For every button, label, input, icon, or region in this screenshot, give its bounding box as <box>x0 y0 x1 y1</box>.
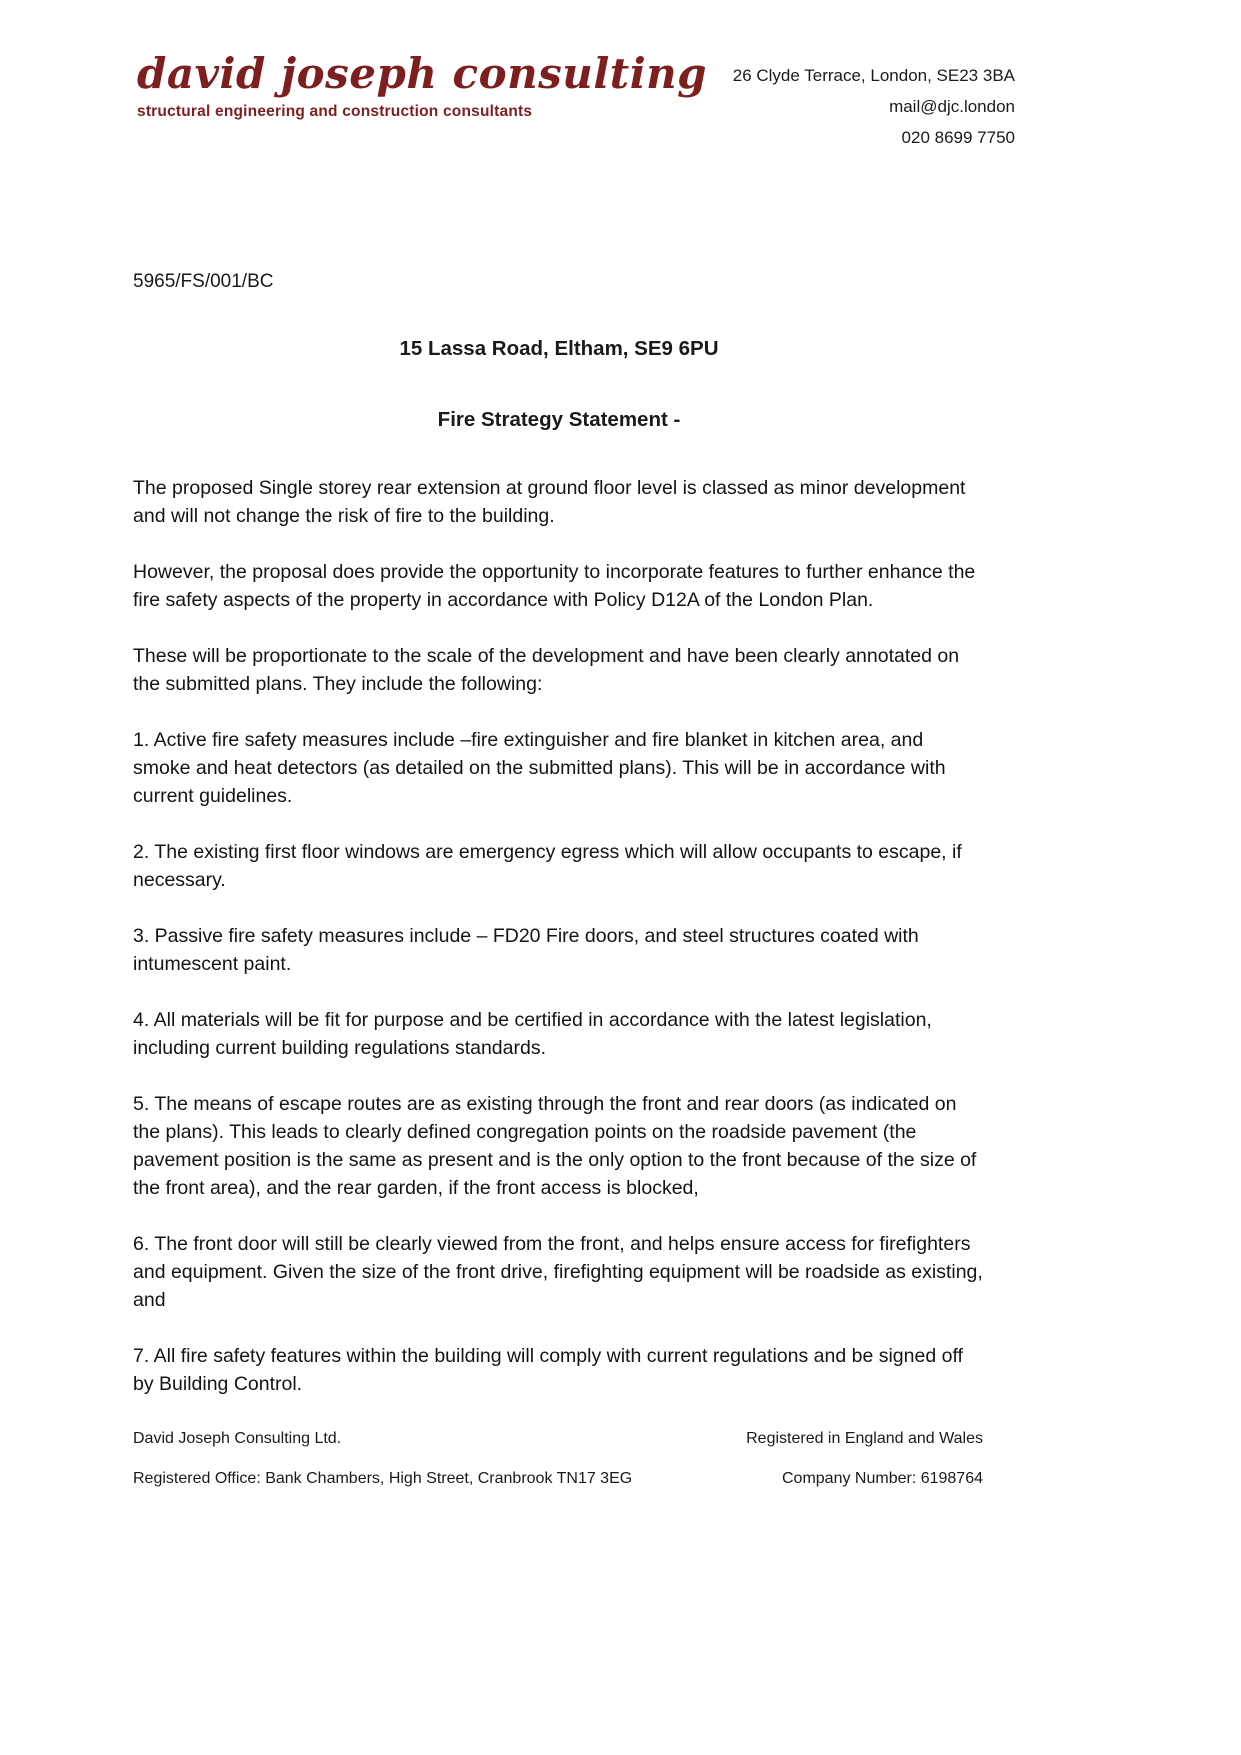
statement-paragraph: 7. All fire safety features within the building will comply with current regulations and be signed off by Building Control. <box>133 1345 963 1395</box>
document-title: 15 Lassa Road, Eltham, SE9 6PU <box>399 337 719 360</box>
footer-company-number: Company Number: 6198764 <box>781 1470 983 1487</box>
footer-registered-office: Registered Office: Bank Chambers, High Street, Cranbrook TN17 3EG <box>133 1470 633 1487</box>
statement-paragraph: However, the proposal does provide the opportunity to incorporate features to further enhance the fire safety aspects of the property in accordance with Policy D12A of the London Plan. <box>133 561 976 611</box>
statement-paragraph: 1. Active fire safety measures include –fire extinguisher and fire blanket in kitchen area, and smoke and heat detectors (as detailed on the submitted plans). This will be in accordance with current guidelines. <box>133 729 946 807</box>
statement-paragraph: The proposed Single storey rear extension at ground floor level is classed as minor development and will not change the risk of fire to the building. <box>133 477 966 527</box>
page-footer <box>133 1430 983 1510</box>
company-logo <box>137 49 708 121</box>
logo-wordmark: david joseph consulting <box>137 49 708 98</box>
footer-row-2 <box>133 1470 983 1488</box>
statement-paragraph: These will be proportionate to the scale of the development and have been clearly annotated on the submitted plans. They include the following: <box>133 645 960 695</box>
contact-phone: 020 8699 7750 <box>901 128 1015 147</box>
letterhead <box>0 0 1241 153</box>
statement-paragraph: 4. All materials will be fit for purpose and be certified in accordance with the latest legislation, including current building regulations standards. <box>133 1009 932 1059</box>
footer-registered-in: Registered in England and Wales <box>746 1430 983 1447</box>
footer-row-1 <box>133 1430 983 1448</box>
contact-address: 26 Clyde Terrace, London, SE23 3BA <box>732 66 1015 85</box>
statement-paragraphs <box>133 474 985 1398</box>
document-content <box>133 271 985 1398</box>
logo-tagline: structural engineering and construction consultants <box>137 103 533 121</box>
contact-details <box>733 52 1015 153</box>
footer-company-name: David Joseph Consulting Ltd. <box>133 1430 342 1447</box>
statement-paragraph: 6. The front door will still be clearly viewed from the front, and helps ensure access for firefighters and equipment. Given the size of the front drive, firefighting equipment will be roadside as existing, and <box>133 1233 983 1311</box>
statement-paragraph: 2. The existing first floor windows are emergency egress which will allow occupants to escape, if necessary. <box>133 841 962 891</box>
reference-number: 5965/FS/001/BC <box>133 271 274 292</box>
contact-email: mail@djc.london <box>889 97 1015 116</box>
statement-paragraph: 3. Passive fire safety measures include – FD20 Fire doors, and steel structures coated with intumescent paint. <box>133 925 919 975</box>
document-subtitle: Fire Strategy Statement - <box>437 408 681 431</box>
statement-paragraph: 5. The means of escape routes are as existing through the front and rear doors (as indicated on the plans). This leads to clearly defined congregation points on the roadside pavement (the pavement position is the same as present and is the only option to the front because of the size of the front area), and the rear garden, if the front access is blocked, <box>133 1093 977 1199</box>
